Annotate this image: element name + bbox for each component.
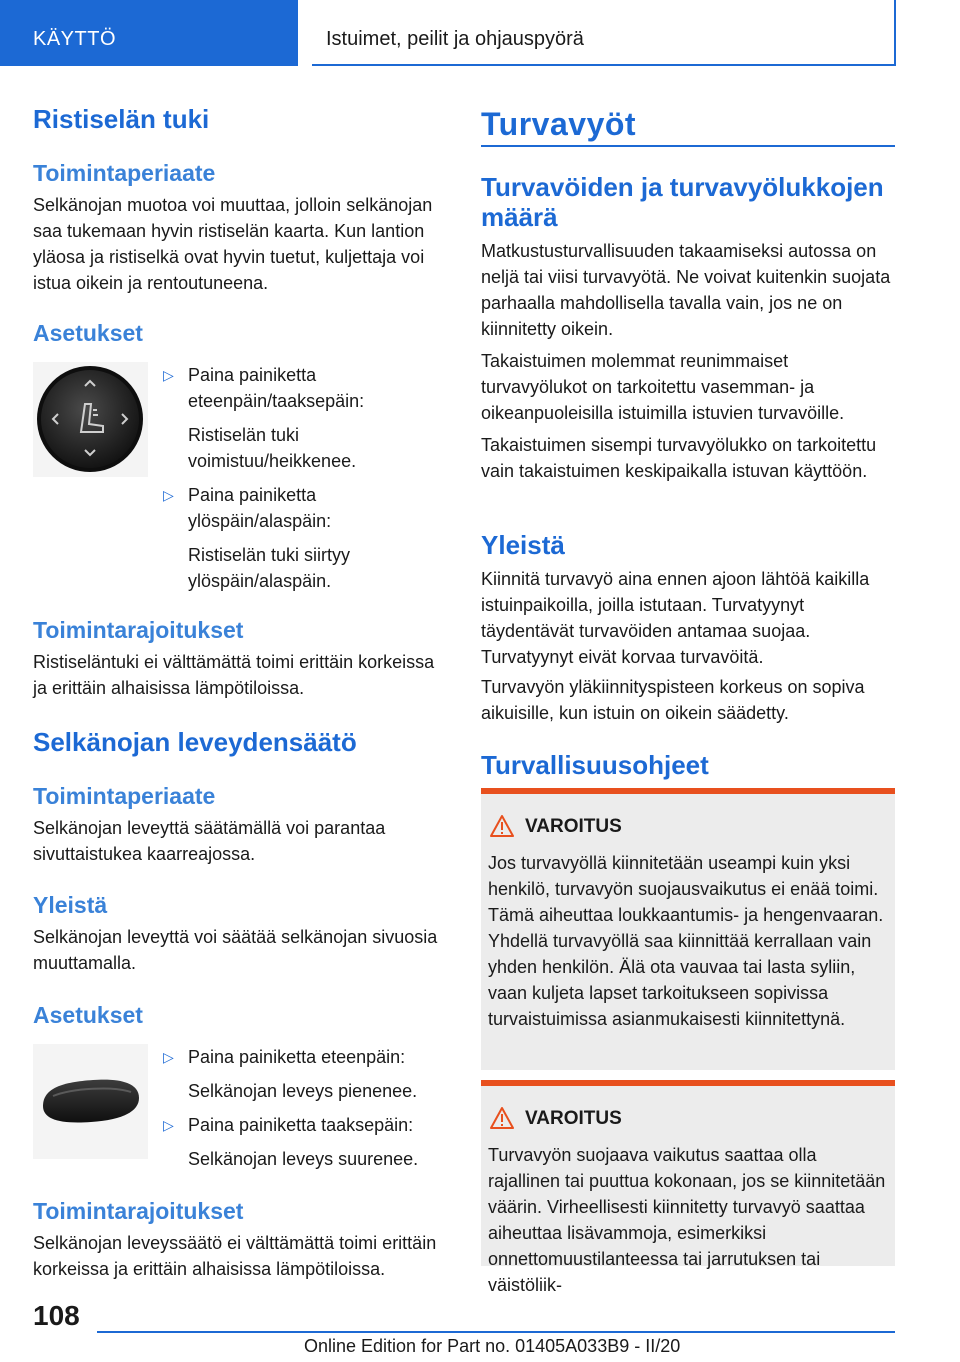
warning-header [481,1106,895,1136]
footer-rule [97,1331,895,1333]
width-general-text: Selkänojan leveyttä voi säätää selkänojan sivuosia muuttamalla. [33,927,438,973]
warning-header [481,814,895,844]
page-header [0,0,960,66]
count-text-1: Matkustusturvallisuuden takaamiseksi autossa on neljä tai viisi turvavyötä. Ne voivat kuitenkin suojata parhaalla mahdollisella tavalla vain, jos ne on kiinnitetty oikein. [481,241,891,339]
triangle-bullet-icon: ▷ [163,367,174,383]
lumbar-limits-title: Toimintarajoitukset [33,617,244,643]
general-title: Yleistä [481,530,565,560]
warning-box [481,1080,895,1295]
general-text-2: Turvavyön yläkiinnityspisteen korkeus on sopiva aikuisille, kun istuin on oikein säädetty. [481,677,865,723]
chapter-tab [312,0,896,66]
page-number: 108 [33,1300,80,1331]
lumbar-steps [161,362,451,594]
lumbar-principle-text: Selkänojan muotoa voi muuttaa, jolloin selkänojan saa tukemaan hyvin ristiselän kaarta. Kun lantion yläosa ja ristiselkä ovat hyvin tuetut, kuljettaja voi istua oikein ja rentoutuneena. [33,195,433,293]
width-limits-text: Selkänojan leveyssäätö ei välttämättä toimi erittäin korkeissa ja erittäin alhaisissa lämpötiloissa. [33,1233,437,1279]
lumbar-limits-text: Ristiseläntuki ei välttämättä toimi erittäin korkeissa ja erittäin alhaisissa lämpötiloissa. [33,652,435,698]
width-general-title: Yleistä [33,892,108,918]
warning-label: VAROITUS [525,816,622,837]
lumbar-switch-image [33,362,148,477]
list-item: ▷ Paina painiketta ylöspäin/alaspäin: [161,482,451,534]
warning-box [481,788,895,1070]
width-settings [33,1044,448,1169]
width-principle-title: Toimintaperiaate [33,783,216,809]
lumbar-settings-title: Asetukset [33,320,143,346]
warning-label: VAROITUS [525,1108,622,1129]
title-rule [481,145,895,147]
list-item: ▷ Paina painiketta taaksepäin: [161,1112,451,1138]
count-text-3: Takaistuimen sisempi turvavyölukko on tarkoitettu vain takaistuimen keskipaikalla istuvan käyttöön. [481,435,877,481]
lumbar-switch-icon [33,362,148,477]
triangle-bullet-icon: ▷ [163,487,174,503]
warning-bar [481,788,895,794]
section-tab [0,0,298,66]
section-label: KÄYTTÖ [33,28,117,50]
lumbar-principle-title: Toimintaperiaate [33,160,216,186]
width-steps [161,1044,451,1172]
step-result: Selkänojan leveys pienenee. [188,1081,418,1101]
width-limits-title: Toimintarajoitukset [33,1198,244,1224]
count-text-2: Takaistuimen molemmat reunimmaiset turvavyölukot on tarkoitettu vasemman- ja oikeanpuoleisilla istuimilla istuvien turvavöille. [481,351,845,423]
triangle-bullet-icon: ▷ [163,1049,174,1065]
step-result: Ristiselän tuki voimistuu/heikkenee. [188,425,357,471]
warning-bar [481,1080,895,1086]
edition-text: Online Edition for Part no. 01405A033B9 - II/20 [304,1336,681,1356]
width-principle-text: Selkänojan leveyttä säätämällä voi parantaa sivuttaistukea kaarreajossa. [33,818,386,864]
width-switch-icon [33,1044,148,1159]
warning-text: Turvavyön suojaava vaikutus saattaa olla rajallinen tai puuttua kokonaan, jos se kiinnitetään väärin. Virheellisesti kiinnitetty turvavyö saattaa aiheuttaa lisävammoja, esimerkiksi onnettomuustilanteessa tai jarrutuksen tai väistöliik- [488,1145,886,1295]
triangle-bullet-icon: ▷ [163,1117,174,1133]
general-text-1: Kiinnitä turvavyö aina ennen ajoon lähtöä kaikilla istuinpaikoilla, joilla istutaan. Turvatyynyt täydentävät turvavöiden antamaa suojaa. Turvatyynyt eivät korvaa turvavöitä. [481,569,870,667]
list-item: ▷ Paina painiketta eteenpäin: [161,1044,451,1070]
lumbar-settings [33,362,448,592]
warning-text: Jos turvavyöllä kiinnitetään useampi kuin yksi henkilö, turvavyön suojausvaikutus ei enää toimi. Tämä aiheuttaa loukkaantumis- ja hengenvaaran. Yhdellä turvavyöllä saa kiinnittää kerrallaan vain yhden henkilön. Älä ota vauvaa tai lasta syliin, vaan kuljeta lapset tarkoitukseen sopivissa turvaistuimissa asianmukaisesti kiinnitettynä. [488,853,884,1029]
safety-title: Turvallisuusohjeet [481,750,709,780]
chapter-label: Istuimet, peilit ja ohjauspyörä [326,28,584,50]
step-result: Selkänojan leveys suurenee. [188,1149,419,1169]
width-switch-image [33,1044,148,1159]
step-result: Ristiselän tuki siirtyy ylöspäin/alaspäin. [188,545,351,591]
belts-title: Turvavyöt [481,106,637,142]
list-item: ▷ Paina painiketta eteenpäin/taaksepäin: [161,362,451,414]
lumbar-title: Ristiselän tuki [33,104,210,134]
width-settings-title: Asetukset [33,1002,143,1028]
count-title: Turvavöiden ja turvavyölukkojen määrä [481,172,884,232]
warning-triangle-icon [489,814,515,838]
width-title: Selkänojan leveydensäätö [33,727,357,757]
warning-triangle-icon [489,1106,515,1130]
